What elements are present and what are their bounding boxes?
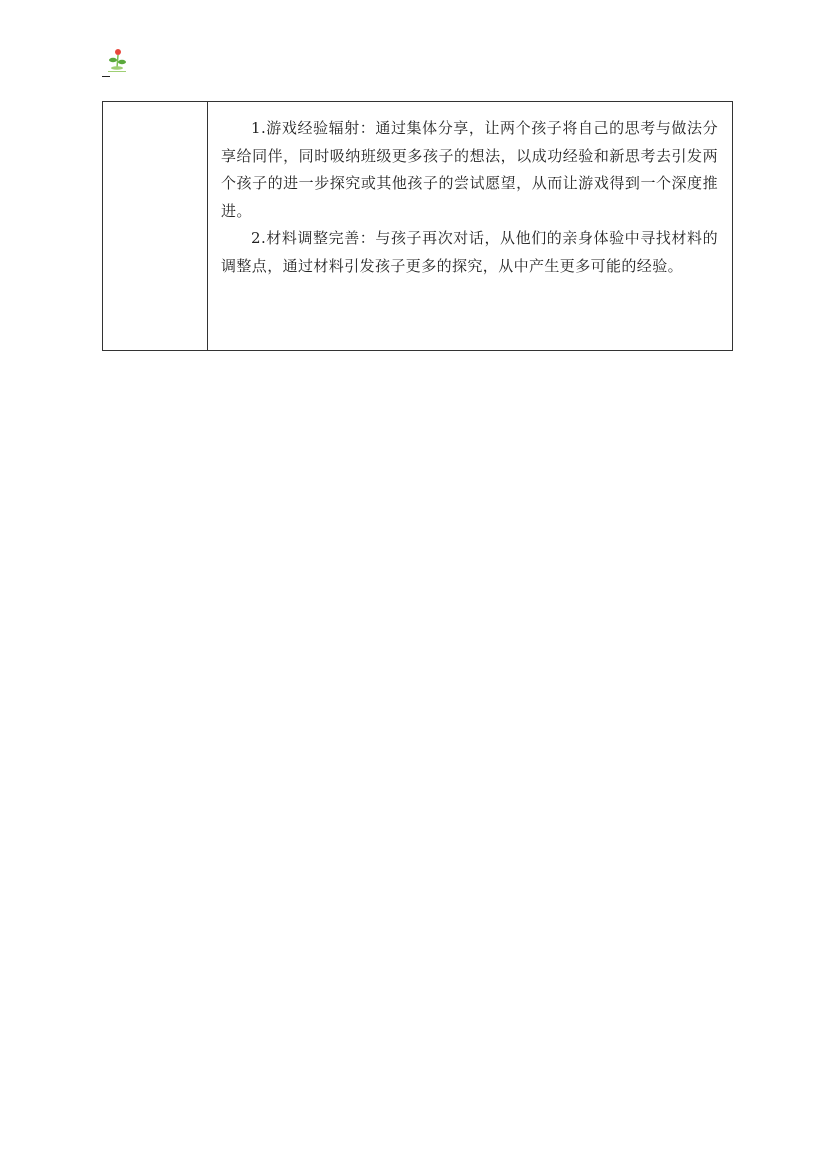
paragraph-material-adjustment: 2.材料调整完善：与孩子再次对话，从他们的亲身体验中寻找材料的调整点，通过材料引发孩子更多的探究，从中产生更多可能的经验。 — [221, 229, 718, 275]
right-cell — [208, 102, 732, 350]
content-table — [102, 101, 733, 351]
header-rule — [102, 76, 110, 77]
left-cell — [103, 102, 208, 350]
sprout-flower-logo-icon — [104, 48, 128, 76]
paragraph-game-experience: 1.游戏经验辐射：通过集体分享，让两个孩子将自己的思考与做法分享给同伴，同时吸纳班级更多孩子的想法，以成功经验和新思考去引发两个孩子的进一步探究或其他孩子的尝试愿望，从而让游戏得到一个深度推进。 — [221, 119, 718, 220]
